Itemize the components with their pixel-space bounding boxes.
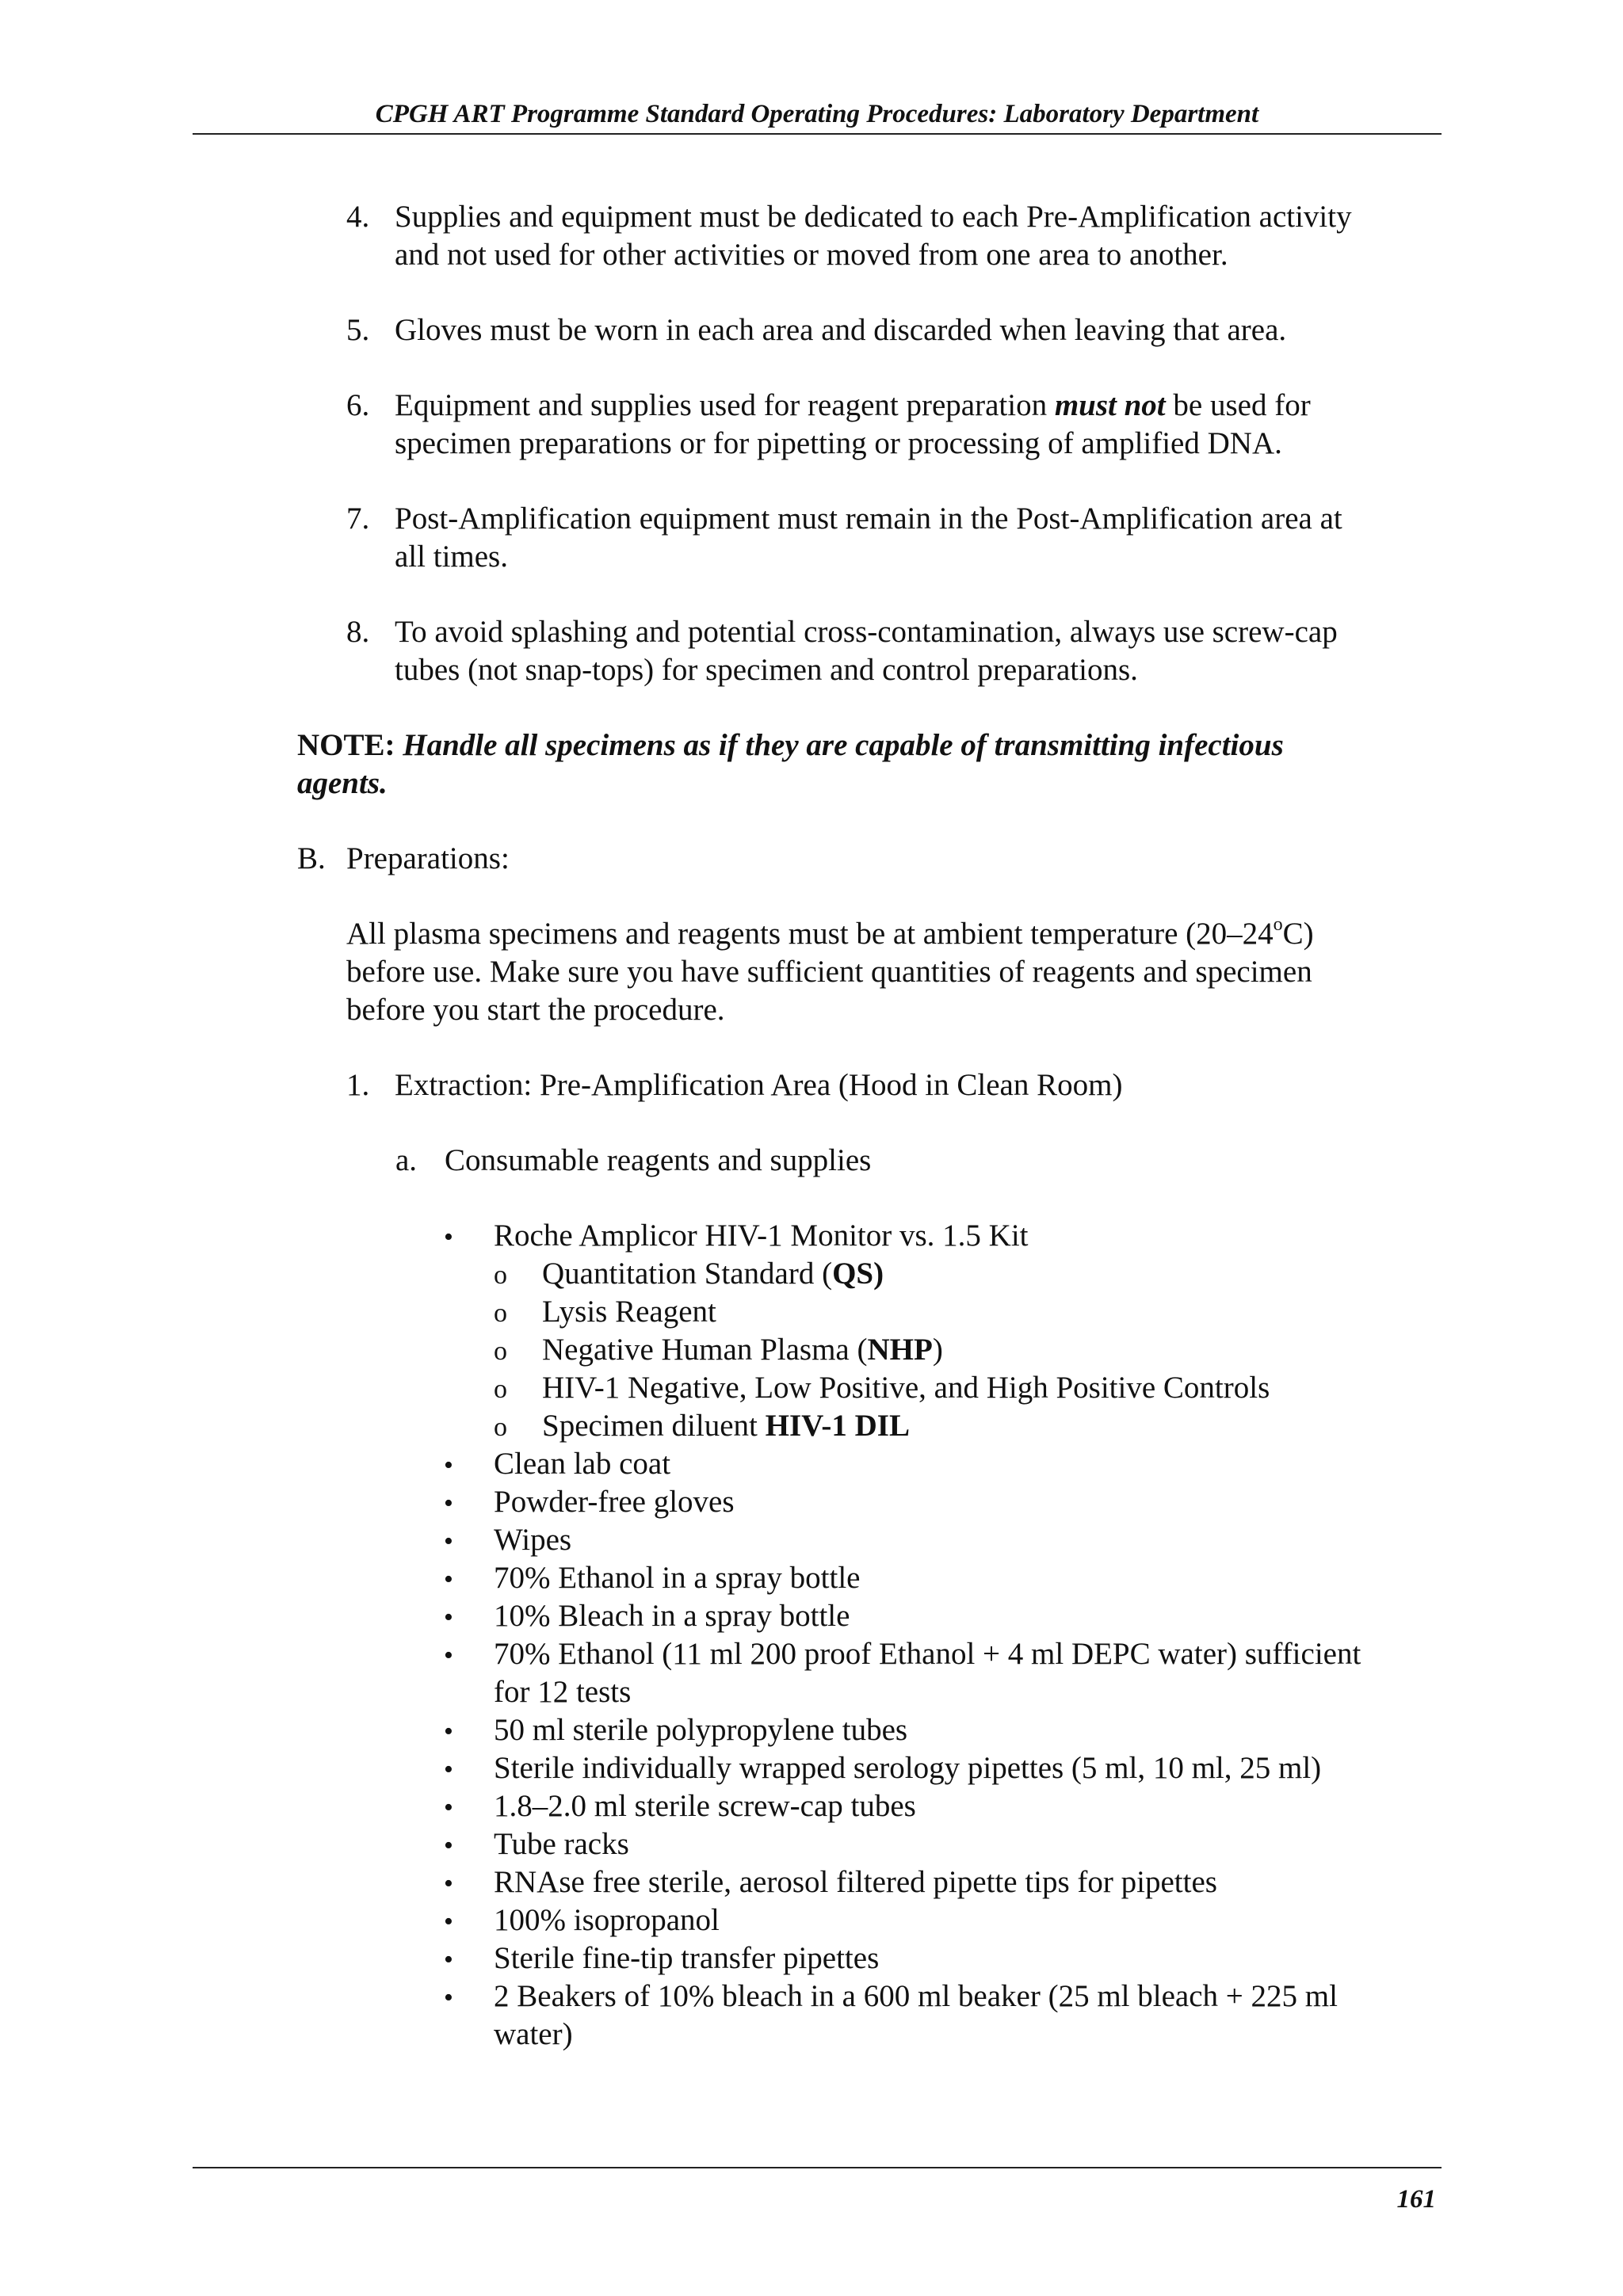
list-item [444, 1749, 1442, 1787]
item-number: 7. [346, 502, 370, 536]
list-item-text: RNAse free sterile, aerosol filtered pipette tips for pipettes [494, 1865, 1217, 1899]
list-item-text: Clean lab coat [494, 1447, 671, 1481]
list-item-text: 50 ml sterile polypropylene tubes [494, 1713, 908, 1747]
list-item [444, 1825, 1442, 1863]
bullet-marker: • [444, 1945, 453, 1974]
kit-subitem [444, 1293, 1442, 1331]
degree-symbol: o [1273, 914, 1283, 935]
circle-marker: o [494, 1261, 507, 1290]
item-text-line: Supplies and equipment must be dedicated to each Pre-Amplification activity [395, 200, 1352, 234]
item-text-line: all times. [395, 540, 508, 574]
kit-subitem-text: Quantitation Standard (QS) [542, 1257, 884, 1291]
list-item [444, 1978, 1442, 2054]
item-number: 8. [346, 615, 370, 649]
item-text-line: To avoid splashing and potential cross-contamination, always use screw-cap [395, 615, 1338, 649]
list-item-text: 10% Bleach in a spray bottle [494, 1599, 850, 1633]
kit-title: Roche Amplicor HIV-1 Monitor vs. 1.5 Kit [494, 1219, 1029, 1253]
kit-subitems [444, 1255, 1442, 1445]
item-number: 6. [346, 388, 370, 422]
step-text: Extraction: Pre-Amplification Area (Hood in Clean Room) [395, 1068, 1123, 1102]
bullet-marker: • [444, 1793, 453, 1822]
list-item [444, 1787, 1442, 1825]
list-item [444, 1597, 1442, 1635]
kit-subitem [444, 1407, 1442, 1445]
item-text-line: specimen preparations or for pipetting or processing of amplified DNA. [395, 426, 1282, 460]
kit-subitem-text: HIV-1 Negative, Low Positive, and High Positive Controls [542, 1371, 1270, 1405]
footer-rule [193, 2167, 1442, 2168]
list-item [444, 1635, 1442, 1711]
list-item-text: Tube racks [494, 1827, 629, 1861]
supply-items [444, 1445, 1442, 2054]
kit-subitem-text: Negative Human Plasma (NHP) [542, 1333, 943, 1367]
bullet-marker: • [444, 1222, 453, 1252]
section-letter: B. [297, 841, 326, 875]
item-number: 4. [346, 200, 370, 234]
header-title: CPGH ART Programme Standard Operating Procedures: Laboratory Department [375, 100, 1259, 128]
kit-subitem [444, 1255, 1442, 1293]
bullet-marker: • [444, 1565, 453, 1594]
item-number: 5. [346, 313, 370, 347]
kit-subitem [444, 1331, 1442, 1369]
bullet-marker: • [444, 1489, 453, 1518]
bullet-marker: • [444, 1641, 453, 1670]
list-item-text: Sterile fine-tip transfer pipettes [494, 1941, 880, 1975]
list-item [444, 1559, 1442, 1597]
bullet-marker: • [444, 1869, 453, 1898]
page-number: 161 [1396, 2185, 1436, 2214]
list-item [444, 1483, 1442, 1521]
circle-marker: o [494, 1299, 507, 1328]
kit-subitem [444, 1369, 1442, 1407]
running-header [193, 93, 1442, 135]
note-label: NOTE: [297, 728, 395, 762]
step-number: 1. [346, 1068, 370, 1102]
note-text: agents. [297, 766, 388, 800]
kit-subitem-text: Lysis Reagent [542, 1295, 716, 1329]
supplies-list [444, 1217, 1442, 2054]
list-item [444, 1521, 1442, 1559]
list-item [444, 1711, 1442, 1749]
note-block [297, 727, 1284, 803]
list-item [444, 1939, 1442, 1978]
list-item-text: 2 Beakers of 10% bleach in a 600 ml beaker (25 ml bleach + 225 ml [494, 1979, 1338, 2013]
item-text-line: and not used for other activities or moved from one area to another. [395, 238, 1228, 272]
item-text-line: tubes (not snap-tops) for specimen and control preparations. [395, 653, 1138, 687]
list-item [444, 1863, 1442, 1901]
list-item-text: 70% Ethanol in a spray bottle [494, 1561, 861, 1595]
circle-marker: o [494, 1375, 507, 1404]
list-item-text: Sterile individually wrapped serology pipettes (5 ml, 10 ml, 25 ml) [494, 1751, 1322, 1785]
kit-subitem-text: Specimen diluent HIV-1 DIL [542, 1409, 910, 1443]
list-item-text: for 12 tests [494, 1675, 632, 1709]
bullet-marker: • [444, 1907, 453, 1936]
bullet-marker: • [444, 1527, 453, 1556]
emphasis-must-not: must not [1054, 388, 1166, 422]
circle-marker: o [494, 1413, 507, 1442]
bullet-marker: • [444, 1717, 453, 1746]
bullet-marker: • [444, 1983, 453, 2012]
step-text: Consumable reagents and supplies [445, 1143, 872, 1177]
preparation-paragraph: All plasma specimens and reagents must be at ambient temperature (20–24$^o$C) before use. Make sure you have sufficient quantities of reagents and specimen before you start the procedure. [346, 914, 1314, 1027]
kit-item [444, 1217, 1442, 1255]
bullet-marker: • [444, 1603, 453, 1632]
list-item-text: 70% Ethanol (11 ml 200 proof Ethanol + 4 ml DEPC water) sufficient [494, 1637, 1361, 1671]
item-text-line: Equipment and supplies used for reagent preparation must not be used for [395, 388, 1311, 422]
bullet-marker: • [444, 1451, 453, 1480]
item-text-line: Post-Amplification equipment must remain in the Post-Amplification area at [395, 502, 1342, 536]
step-letter: a. [395, 1143, 418, 1177]
bullet-marker: • [444, 1755, 453, 1784]
list-item-text: Wipes [494, 1523, 572, 1557]
note-text: Handle all specimens as if they are capable of transmitting infectious [403, 728, 1284, 762]
section-title: Preparations: [346, 841, 510, 875]
list-item-text: water) [494, 2017, 573, 2051]
circle-marker: o [494, 1337, 507, 1366]
item-text-line: Gloves must be worn in each area and discarded when leaving that area. [395, 313, 1287, 347]
list-item [444, 1445, 1442, 1483]
list-item-text: Powder-free gloves [494, 1485, 735, 1519]
bullet-marker: • [444, 1831, 453, 1860]
list-item [444, 1901, 1442, 1939]
list-item-text: 1.8–2.0 ml sterile screw-cap tubes [494, 1789, 916, 1823]
list-item-text: 100% isopropanol [494, 1903, 720, 1937]
